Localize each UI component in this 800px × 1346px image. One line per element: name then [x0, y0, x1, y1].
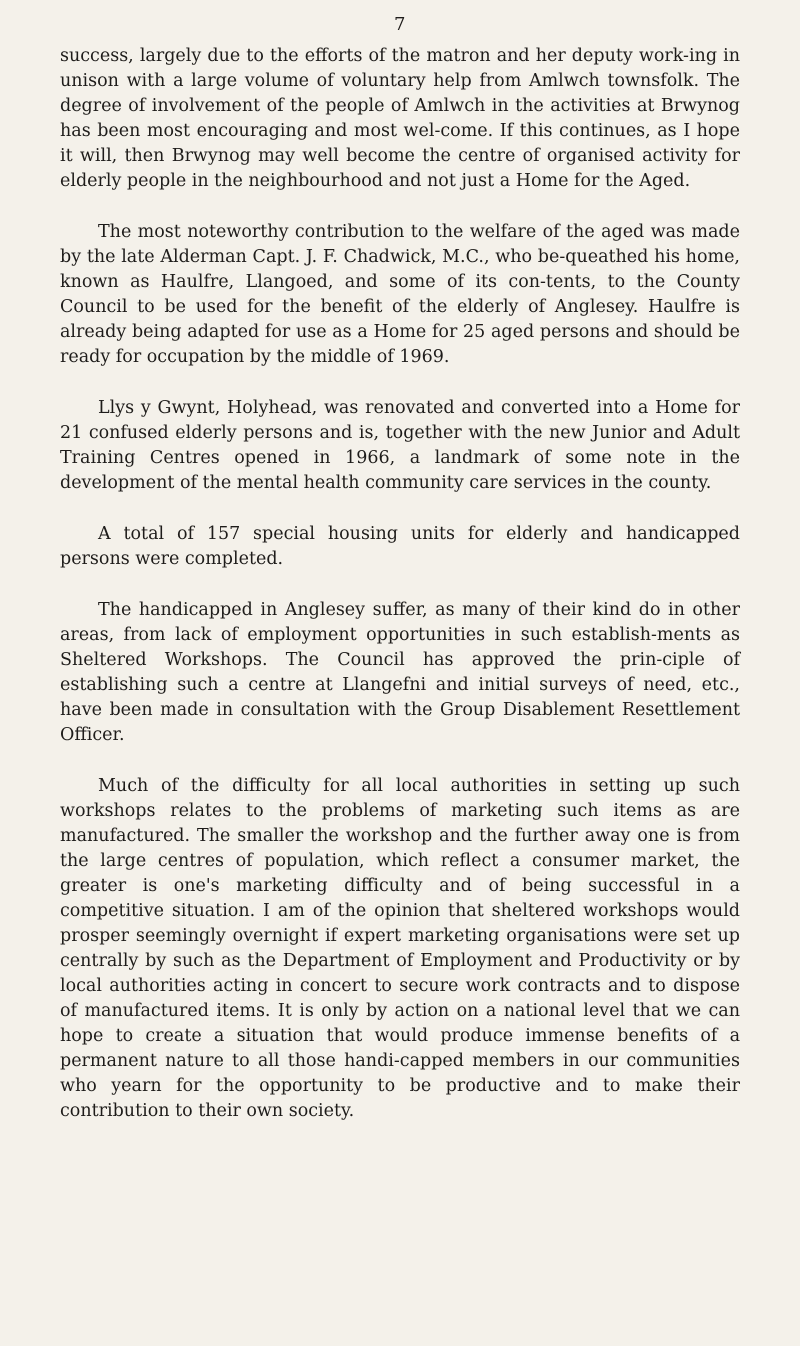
- body-text: [60, 44, 740, 1150]
- paragraph-llys-y-gwynt: Llys y Gwynt, Holyhead, was renovated and converted into a Home for 21 confused elderly persons and is, together with the new Junior and Adult Training Centres opened in 1966, a landmark of some note in the development of the mental health community care services in the county.: [60, 398, 740, 493]
- paragraph-housing-units: A total of 157 special housing units for elderly and handicapped persons were completed.: [60, 524, 740, 569]
- paragraph-marketing-difficulty: Much of the difficulty for all local authorities in setting up such workshops relates to the problems of marketing such items as are manufactured. The smaller the workshop and the further away one is from the large centres of population, which reflect a consumer market, the greater is one's marketing difficulty and of being successful in a competitive situation. I am of the opinion that sheltered workshops would prosper seemingly overnight if expert marketing organisations were set up centrally by such as the Department of Employment and Productivity or by local authorities acting in concert to secure work contracts and to dispose of manufactured items. It is only by action on a national level that we can hope to create a situation that would produce immense benefits of a permanent nature to all those handi-capped members in our communities who yearn for the opportunity to be productive and to make their contribution to their own society.: [60, 776, 740, 1121]
- paragraph-sheltered-workshops: The handicapped in Anglesey suffer, as many of their kind do in other areas, from lack of employment opportunities in such establish-ments as Sheltered Workshops. The Council has approved the prin-ciple of establishing such a centre at Llangefni and initial surveys of need, etc., have been made in consultation with the Group Disablement Resettlement Officer.: [60, 600, 740, 745]
- paragraph-haulfre-bequest: The most noteworthy contribution to the welfare of the aged was made by the late Alderman Capt. J. F. Chadwick, M.C., who be-queathed his home, known as Haulfre, Llangoed, and some of its con-tents, to the County Council to be used for the benefit of the elderly of Anglesey. Haulfre is already being adapted for use as a Home for 25 aged persons and should be ready for occupation by the middle of 1969.: [60, 222, 740, 367]
- page-number: 7: [394, 14, 406, 35]
- paragraph-brwynog-success: success, largely due to the efforts of the matron and her deputy work-ing in unison with a large volume of voluntary help from Amlwch townsfolk. The degree of involvement of the people of Amlwch in the activities at Brwynog has been most encouraging and most wel-come. If this continues, as I hope it will, then Brwynog may well become the centre of organised activity for elderly people in the neighbourhood and not just a Home for the Aged.: [60, 46, 740, 191]
